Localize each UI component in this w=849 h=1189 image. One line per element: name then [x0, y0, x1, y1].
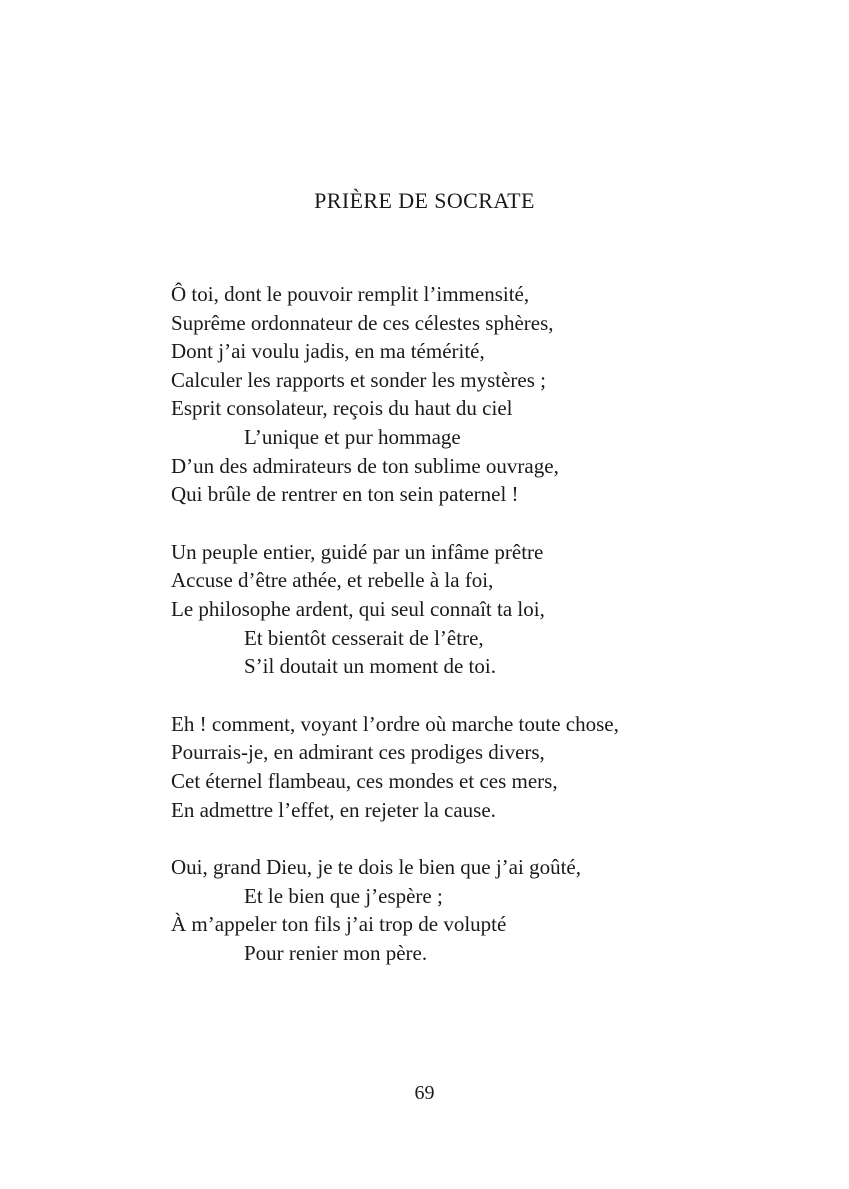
poem-line: L’unique et pur hommage: [244, 424, 461, 449]
poem-line: Pour renier mon père.: [244, 940, 428, 965]
stanza: [171, 280, 791, 509]
poem-line: En admettre l’effet, en rejeter la cause.: [171, 797, 496, 822]
poem-line: Eh ! comment, voyant l’ordre où marche toute chose,: [171, 711, 619, 736]
poem-line: Accuse d’être athée, et rebelle à la foi,: [171, 568, 494, 593]
poem-line: Esprit consolateur, reçois du haut du ciel: [171, 396, 513, 421]
stanza: [171, 853, 791, 967]
poem-line: À m’appeler ton fils j’ai trop de volupté: [171, 912, 507, 937]
poem-line: D’un des admirateurs de ton sublime ouvrage,: [171, 453, 559, 478]
poem-line: Cet éternel flambeau, ces mondes et ces mers,: [171, 768, 558, 793]
poem-line: Pourrais-je, en admirant ces prodiges divers,: [171, 740, 545, 765]
poem-line: Le philosophe ardent, qui seul connaît ta loi,: [171, 596, 545, 621]
poem-line: Qui brûle de rentrer en ton sein paternel !: [171, 482, 519, 507]
poem-title: PRIÈRE DE SOCRATE: [314, 188, 535, 213]
poem-line: Dont j’ai voulu jadis, en ma témérité,: [171, 339, 485, 364]
poem-line: S’il doutait un moment de toi.: [244, 654, 496, 679]
poem-body: [171, 280, 791, 996]
poem-line: Suprême ordonnateur de ces célestes sphères,: [171, 310, 554, 335]
poem-line: Et bientôt cesserait de l’être,: [244, 625, 484, 650]
stanza: [171, 538, 791, 681]
page-number: 69: [414, 1082, 435, 1104]
stanza: [171, 710, 791, 824]
poem-line: Calculer les rapports et sonder les mystères ;: [171, 367, 546, 392]
poem-line: Et le bien que j’espère ;: [244, 883, 443, 908]
poem-line: Un peuple entier, guidé par un infâme prêtre: [171, 539, 544, 564]
poem-line: Ô toi, dont le pouvoir remplit l’immensité,: [171, 282, 530, 306]
poem-line: Oui, grand Dieu, je te dois le bien que j’ai goûté,: [171, 855, 581, 880]
